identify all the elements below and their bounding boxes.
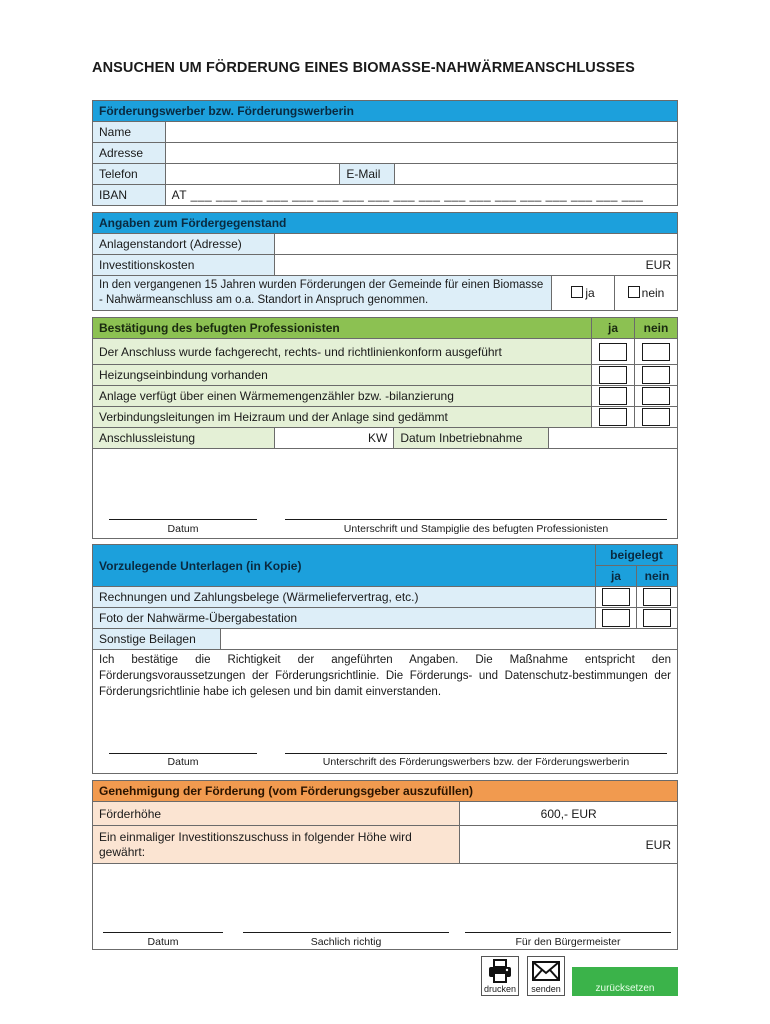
checkbox-icon — [628, 286, 640, 298]
email-label: E-Mail — [340, 164, 395, 185]
date-line — [109, 753, 257, 754]
subject-section — [92, 212, 678, 311]
prior-funding-no[interactable] — [615, 276, 678, 311]
document-item-label: Foto der Nahwärme-Übergabestation — [93, 608, 596, 629]
other-field[interactable] — [220, 629, 677, 650]
costs-label: Investitionskosten — [93, 255, 275, 276]
email-field[interactable] — [395, 164, 678, 185]
send-label: senden — [531, 984, 561, 994]
costs-field[interactable] — [274, 255, 677, 276]
document-item-label: Rechnungen und Zahlungsbelege (Wärmeliefervertrag, etc.) — [93, 587, 596, 608]
document-item-yes[interactable] — [595, 587, 636, 608]
yes-label: ja — [585, 286, 595, 300]
date-caption: Datum — [167, 756, 199, 768]
check-item-label: Anlage verfügt über einen Wärmemengenzähler bzw. -bilanzierung — [93, 386, 592, 407]
page-title: ANSUCHEN UM FÖRDERUNG EINES BIOMASSE-NAHWÄRMEANSCHLUSSES — [92, 60, 635, 76]
costs-unit: EUR — [645, 258, 671, 272]
declaration-text: Ich bestätige die Richtigkeit der angeführten Angaben. Die Maßnahme entspricht den Förderungsvoraussetzungen der Förderungsrichtlinie. Die Förderungs- und Datenschutz-bestimmungen der Förderungsrichtlinie habe ich gelesen und bin damit einverstanden. — [99, 654, 671, 698]
col-yes: ja — [595, 566, 636, 587]
iban-field[interactable]: AT ___ ___ ___ ___ ___ ___ ___ ___ ___ ___ ___ ___ ___ ___ ___ ___ ___ ___ — [165, 185, 677, 206]
checkbox-icon — [571, 286, 583, 298]
check-item-no[interactable] — [635, 365, 678, 386]
col-yes: ja — [592, 318, 635, 339]
professional-section — [92, 317, 678, 539]
power-label: Anschlussleistung — [93, 428, 275, 449]
prior-funding-text: In den vergangenen 15 Jahren wurden Förderungen der Gemeinde für einen Biomasse - Nahwärmeanschluss am o.a. Standort in Anspruch genommen. — [93, 276, 552, 311]
amount-label: Förderhöhe — [93, 802, 460, 826]
amount-value: 600,- EUR — [460, 802, 678, 826]
power-unit: KW — [367, 431, 388, 445]
document-item-yes[interactable] — [595, 608, 636, 629]
power-field[interactable] — [274, 428, 394, 449]
professional-header: Bestätigung des befugten Professionisten — [93, 318, 592, 339]
location-label: Anlagenstandort (Adresse) — [93, 234, 275, 255]
commission-label: Datum Inbetriebnahme — [394, 428, 549, 449]
signature-caption: Unterschrift und Stampiglie des befugten Professionisten — [343, 523, 609, 535]
professional-signature-area[interactable] — [93, 449, 678, 539]
document-item-no[interactable] — [636, 608, 677, 629]
print-button[interactable] — [481, 956, 519, 996]
check-item-yes[interactable] — [592, 407, 635, 428]
iban-label: IBAN — [93, 185, 166, 206]
phone-label: Telefon — [93, 164, 166, 185]
check-item-label: Verbindungsleitungen im Heizraum und der Anlage sind gedämmt — [93, 407, 592, 428]
approval-header: Genehmigung der Förderung (vom Förderungsgeber auszufüllen) — [93, 781, 678, 802]
no-label: nein — [641, 286, 665, 300]
documents-section — [92, 544, 678, 774]
signature-line — [285, 753, 667, 754]
grant-text: Ein einmaliger Investitionszuschuss in folgender Höhe wird gewährt: — [93, 826, 460, 864]
col-no: nein — [636, 566, 677, 587]
grant-unit: EUR — [645, 837, 671, 852]
signature-line — [285, 519, 667, 520]
document-item-no[interactable] — [636, 587, 677, 608]
reset-button[interactable]: zurücksetzen — [572, 967, 678, 996]
prior-funding-yes[interactable] — [552, 276, 615, 311]
col-no: nein — [635, 318, 678, 339]
date-caption: Datum — [147, 936, 179, 948]
commission-field[interactable] — [549, 428, 678, 449]
address-label: Adresse — [93, 143, 166, 164]
checked-caption: Sachlich richtig — [310, 936, 382, 948]
send-button[interactable] — [527, 956, 565, 996]
mayor-line — [465, 932, 671, 933]
applicant-header: Förderungswerber bzw. Förderungswerberin — [93, 101, 678, 122]
declaration-area[interactable] — [93, 650, 678, 774]
check-item-label: Der Anschluss wurde fachgerecht, rechts- und richtlinienkonform ausgeführt — [93, 339, 592, 365]
documents-header: Vorzulegende Unterlagen (in Kopie) — [93, 545, 596, 587]
check-item-yes[interactable] — [592, 339, 635, 365]
phone-field[interactable] — [165, 164, 340, 185]
grant-field[interactable] — [460, 826, 678, 864]
check-item-label: Heizungseinbindung vorhanden — [93, 365, 592, 386]
subject-header: Angaben zum Fördergegenstand — [93, 213, 678, 234]
address-field[interactable] — [165, 143, 677, 164]
print-label: drucken — [483, 984, 517, 994]
signature-caption: Unterschrift des Förderungswerbers bzw. der Förderungswerberin — [322, 756, 630, 768]
approval-section — [92, 780, 678, 950]
name-field[interactable] — [165, 122, 677, 143]
date-line — [109, 519, 257, 520]
checked-line — [243, 932, 449, 933]
printer-icon — [487, 959, 513, 983]
name-label: Name — [93, 122, 166, 143]
check-item-no[interactable] — [635, 339, 678, 365]
approval-signature-area[interactable] — [93, 864, 678, 950]
other-label: Sonstige Beilagen — [93, 629, 221, 650]
mayor-caption: Für den Bürgermeister — [515, 936, 621, 948]
check-item-yes[interactable] — [592, 365, 635, 386]
location-field[interactable] — [274, 234, 677, 255]
date-line — [103, 932, 223, 933]
envelope-icon — [531, 959, 561, 983]
applicant-section — [92, 100, 678, 206]
check-item-no[interactable] — [635, 386, 678, 407]
attached-header: beigelegt — [595, 545, 677, 566]
check-item-yes[interactable] — [592, 386, 635, 407]
check-item-no[interactable] — [635, 407, 678, 428]
date-caption: Datum — [167, 523, 199, 535]
